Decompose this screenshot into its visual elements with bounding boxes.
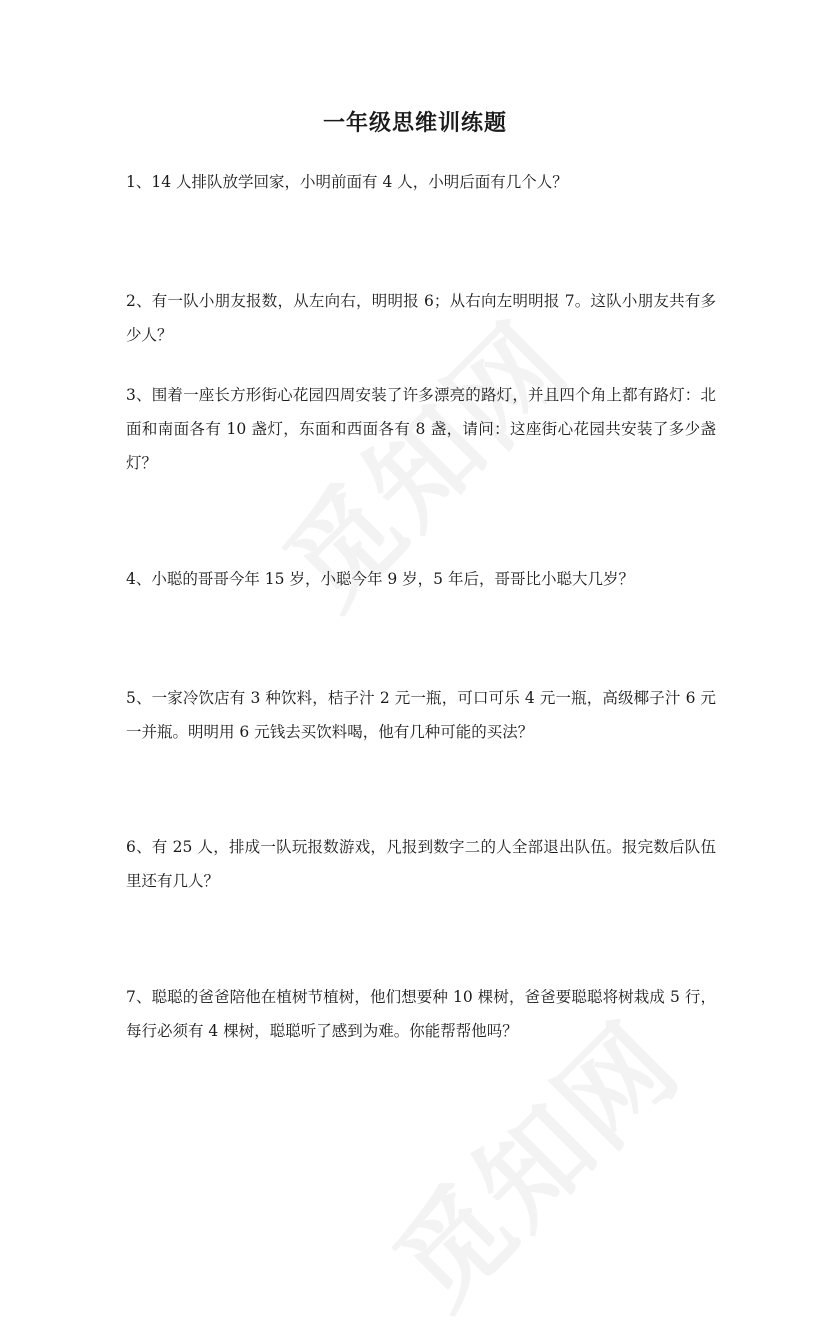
- page-title: 一年级思维训练题: [322, 111, 507, 136]
- question-7: 7、聪聪的爸爸陪他在植树节植树，他们想要种 10 棵树，爸爸要聪聪将树栽成 5 行，每行必须有 4 棵树，聪聪听了感到为难。你能帮帮他吗？: [126, 988, 716, 1040]
- question-1: 1、14 人排队放学回家，小明前面有 4 人，小明后面有几个人？: [126, 173, 568, 191]
- question-5: 5、一家冷饮店有 3 种饮料，桔子汁 2 元一瓶，可口可乐 4 元一瓶，高级椰子汁 6 元一并瓶。明明用 6 元钱去买饮料喝，他有几种可能的买法？: [126, 689, 716, 741]
- question-3: 3、围着一座长方形街心花园四周安装了许多漂亮的路灯，并且四个角上都有路灯：北面和南面各有 10 盏灯，东面和西面各有 8 盏，请问：这座街心花园共安装了多少盏灯？: [126, 386, 716, 472]
- question-6: 6、有 25 人，排成一队玩报数游戏，凡报到数字二的人全部退出队伍。报完数后队伍里还有几人？: [126, 838, 716, 890]
- question-4: 4、小聪的哥哥今年 15 岁，小聪今年 9 岁，5 年后，哥哥比小聪大几岁？: [126, 570, 634, 588]
- question-2: 2、有一队小朋友报数，从左向右，明明报 6；从右向左明明报 7。这队小朋友共有多少人？: [126, 292, 716, 344]
